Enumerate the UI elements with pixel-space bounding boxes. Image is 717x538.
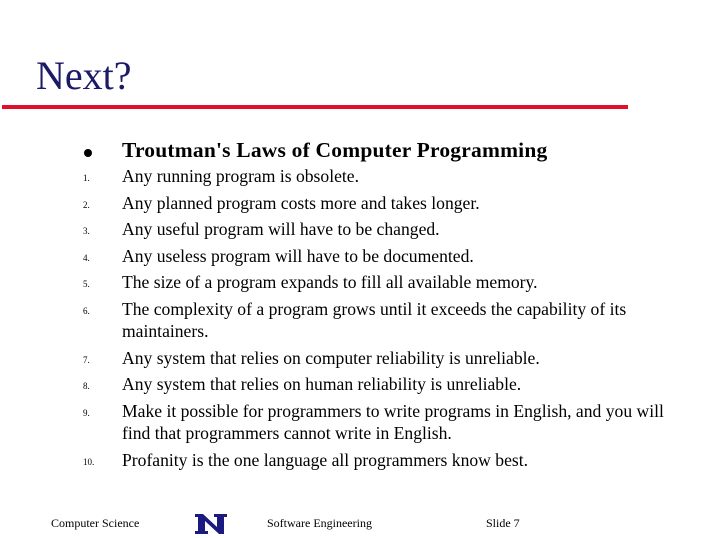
list-item <box>0 448 717 475</box>
list-item <box>0 399 717 448</box>
list-item <box>0 244 717 271</box>
item-text: Any system that relies on computer reliability is unreliable. <box>122 347 540 368</box>
footer-department: Computer Science <box>51 516 140 530</box>
item-number: 7. <box>83 354 90 365</box>
item-text: Make it possible for programmers to write programs in English, and you will find that programmers cannot write in English. <box>122 400 664 443</box>
item-number: 6. <box>83 305 90 316</box>
footer-slide-number: Slide 7 <box>486 516 520 530</box>
slide-footer <box>0 512 717 536</box>
title-divider <box>2 105 628 109</box>
item-text: The complexity of a program grows until it exceeds the capability of its maintainers. <box>122 298 627 341</box>
item-number: 1. <box>83 173 90 183</box>
list-item <box>0 297 717 346</box>
item-number: 4. <box>83 252 90 263</box>
item-text: Any running program is obsolete. <box>122 166 359 186</box>
item-text: Any useless program will have to be documented. <box>122 245 474 266</box>
list-item <box>0 217 717 244</box>
laws-list <box>0 164 717 474</box>
item-text: The size of a program expands to fill all available memory. <box>122 272 538 292</box>
list-item <box>0 164 717 191</box>
bullet-icon <box>84 149 92 157</box>
item-number: 5. <box>83 279 90 289</box>
item-number: 9. <box>83 407 90 418</box>
item-text: Any system that relies on human reliability is unreliable. <box>122 374 522 394</box>
item-text: Any useful program will have to be changed. <box>122 219 440 239</box>
footer-course: Software Engineering <box>267 516 372 530</box>
item-number: 3. <box>83 226 90 236</box>
slide-heading: Troutman's Laws of Computer Programming <box>122 138 548 162</box>
list-item <box>0 372 717 399</box>
item-text: Profanity is the one language all programmers know best. <box>122 449 529 470</box>
university-logo-icon <box>193 512 229 536</box>
list-item <box>0 346 717 373</box>
slide-title: Next? <box>36 53 132 98</box>
list-item <box>0 270 717 297</box>
logo-letter: N <box>210 529 212 530</box>
item-number: 2. <box>83 199 90 210</box>
item-number: 8. <box>83 381 90 391</box>
item-text: Any planned program costs more and takes longer. <box>122 192 480 213</box>
logo-shape <box>195 514 227 534</box>
item-number: 10. <box>83 456 95 467</box>
list-item <box>0 191 717 218</box>
